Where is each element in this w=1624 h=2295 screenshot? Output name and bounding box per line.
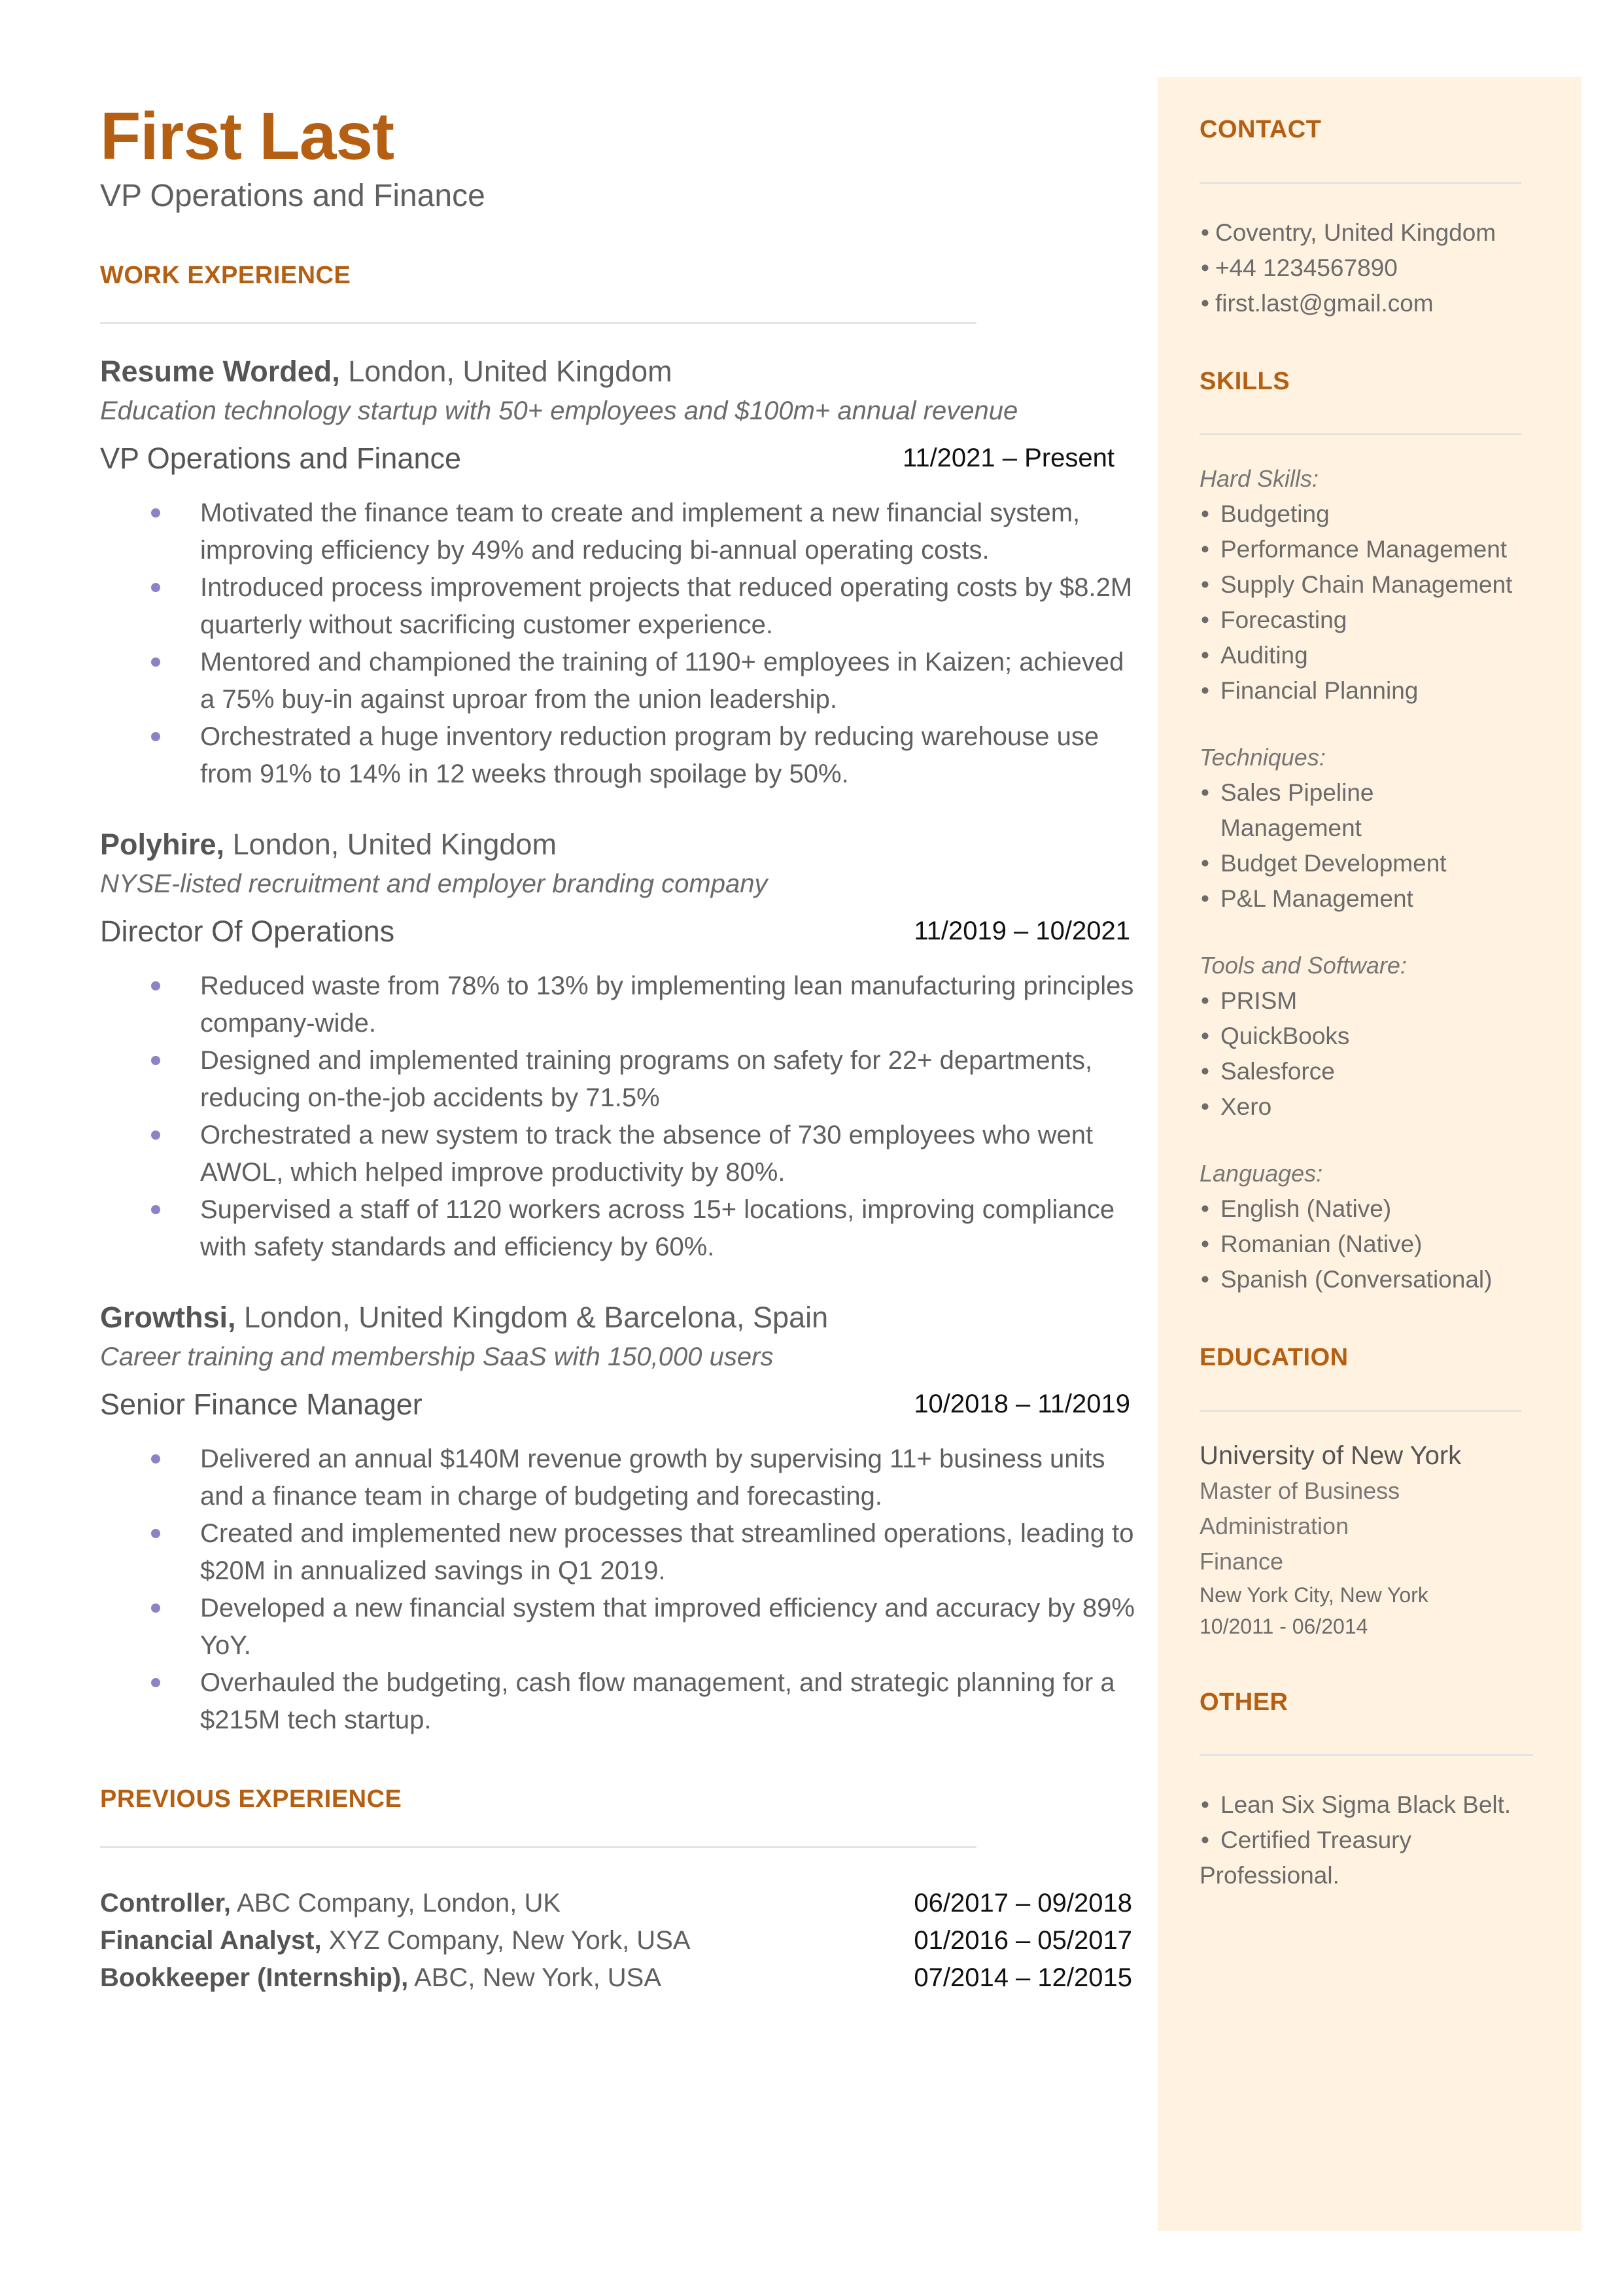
job-title: Senior Finance Manager [100, 1387, 423, 1421]
company-location: London, United Kingdom [339, 355, 672, 389]
job-bullets [100, 968, 1133, 1266]
section-divider [1200, 1410, 1521, 1412]
bullet-icon: • [1201, 254, 1209, 281]
bullet-dot-icon [151, 732, 160, 741]
bullet-dot-icon [151, 1205, 160, 1214]
skill-group-label: Languages: [1200, 1160, 1323, 1187]
skills-section [1200, 367, 1521, 1298]
bullet-icon: • [1201, 1058, 1209, 1085]
job-title: VP Operations and Finance [100, 441, 462, 475]
bullet-icon: • [1201, 289, 1209, 317]
job-dates: 11/2019 – 10/2021 [914, 916, 1130, 945]
previous-role-dates: 06/2017 – 09/2018 [914, 1889, 1132, 1918]
bullet-icon: • [1201, 571, 1209, 599]
previous-role-org: XYZ Company, New York, USA [321, 1926, 691, 1955]
company-location: London, United Kingdom [224, 828, 557, 862]
company-name: Resume Worded, [100, 355, 340, 389]
skill-group-label: Tools and Software: [1200, 952, 1407, 979]
education-dates: 10/2011 - 06/2014 [1200, 1614, 1368, 1638]
other-item-continuation: Professional. [1200, 1862, 1339, 1889]
bullet-icon: • [1201, 987, 1209, 1015]
main-column [100, 98, 1133, 1997]
job-bullet: Orchestrated a huge inventory reduction program by reducing warehouse use from 91% to 14% in 12 weeks through spoilage by 50%. [100, 718, 1135, 793]
company-line [100, 353, 1133, 391]
previous-experience-list [100, 1885, 1133, 1997]
section-divider [1200, 1754, 1533, 1756]
bullet-dot-icon [151, 1529, 160, 1538]
skill-item: • Romanian (Native) [1200, 1227, 1521, 1262]
job-bullet: Mentored and championed the training of 1190+ employees in Kaizen; achieved a 75% buy-in against uproar from the union leadership. [100, 644, 1135, 718]
company-description: NYSE-listed recruitment and employer branding company [100, 869, 768, 898]
job-dates: 10/2018 – 11/2019 [914, 1389, 1130, 1418]
job-title: Director Of Operations [100, 914, 395, 948]
bullet-dot-icon [151, 1603, 160, 1613]
job-bullet: Introduced process improvement projects that reduced operating costs by $8.2M quarterly without sacrificing customer experience. [100, 569, 1135, 644]
previous-experience-heading: PREVIOUS EXPERIENCE [100, 1785, 402, 1813]
bullet-icon: • [1201, 219, 1209, 246]
bullet-icon: • [1201, 536, 1209, 563]
skill-item: • Spanish (Conversational) [1200, 1262, 1521, 1297]
skills-heading: SKILLS [1200, 367, 1290, 395]
job-bullet: Created and implemented new processes that streamlined operations, leading to $20M in annualized savings in Q1 2019. [100, 1515, 1135, 1590]
company-line [100, 1299, 1133, 1337]
skill-list [1200, 497, 1521, 709]
bullet-icon: • [1201, 850, 1209, 877]
bullet-icon: • [1201, 500, 1209, 528]
bullet-dot-icon [151, 981, 160, 990]
bullet-dot-icon [151, 1678, 160, 1687]
bullet-dot-icon [151, 1056, 160, 1065]
previous-role-title: Bookkeeper (Internship), [100, 1963, 409, 1993]
bullet-dot-icon [151, 583, 160, 592]
previous-role-dates: 07/2014 – 12/2015 [914, 1963, 1132, 1993]
job-bullet: Overhauled the budgeting, cash flow management, and strategic planning for a $215M tech startup. [100, 1664, 1135, 1739]
contact-email: • first.last@gmail.com [1200, 286, 1521, 321]
company-name: Polyhire, [100, 828, 225, 862]
school-name: University of New York [1200, 1441, 1462, 1470]
degree-name-cont: Administration [1200, 1512, 1349, 1539]
previous-role-row [100, 1922, 1132, 1959]
company-description: Career training and membership SaaS with 150,000 users [100, 1342, 774, 1371]
candidate-name: First Last [100, 99, 394, 173]
bullet-icon: • [1201, 1827, 1209, 1854]
other-section [1200, 1688, 1521, 1894]
company-name: Growthsi, [100, 1301, 236, 1335]
skill-item: • English (Native) [1200, 1191, 1521, 1227]
bullet-icon: • [1201, 1093, 1209, 1121]
degree-field: Finance [1200, 1547, 1284, 1575]
other-item: • Lean Six Sigma Black Belt. [1200, 1787, 1521, 1823]
job-bullets [100, 495, 1133, 793]
contact-heading: CONTACT [1200, 116, 1322, 143]
company-line [100, 826, 1133, 864]
job-bullet: Delivered an annual $140M revenue growth by supervising 11+ business units and a finance team in charge of budgeting and forecasting. [100, 1441, 1135, 1515]
bullet-icon: • [1201, 1023, 1209, 1050]
job-bullet: Developed a new financial system that improved efficiency and accuracy by 89% YoY. [100, 1590, 1135, 1664]
skill-item: • Forecasting [1200, 603, 1521, 638]
skill-list [1200, 1191, 1521, 1297]
job-bullet: Supervised a staff of 1120 workers across 15+ locations, improving compliance with safety standards and efficiency by 60%. [100, 1191, 1135, 1266]
school-location: New York City, New York [1200, 1583, 1428, 1607]
candidate-role: VP Operations and Finance [100, 179, 485, 214]
job-entry [100, 353, 1133, 793]
previous-role-row [100, 1959, 1132, 1997]
education-heading: EDUCATION [1200, 1344, 1349, 1372]
job-bullets [100, 1441, 1133, 1739]
work-experience-heading: WORK EXPERIENCE [100, 261, 351, 289]
previous-role-title: Controller, [100, 1889, 232, 1918]
skill-item: • Budgeting [1200, 497, 1521, 532]
skill-item: • Financial Planning [1200, 673, 1521, 709]
bullet-icon: • [1201, 642, 1209, 669]
previous-role-org: ABC, New York, USA [408, 1963, 662, 1993]
skill-group-label: Techniques: [1200, 744, 1326, 771]
skill-item: • P&L Management [1200, 881, 1521, 917]
skill-list [1200, 983, 1521, 1125]
other-list [1200, 1787, 1521, 1893]
contact-location: • Coventry, United Kingdom [1200, 215, 1521, 251]
job-dates: 11/2021 – Present [903, 443, 1114, 472]
job-bullet: Motivated the finance team to create and implement a new financial system, improving efficiency by 49% and reducing bi-annual operating costs. [100, 495, 1135, 569]
bullet-dot-icon [151, 1130, 160, 1140]
bullet-icon: • [1201, 1791, 1209, 1819]
job-entry [100, 826, 1133, 1266]
previous-role-org: ABC Company, London, UK [231, 1889, 561, 1918]
bullet-icon: • [1201, 779, 1209, 807]
job-title-row [100, 1386, 1130, 1424]
contact-section [1200, 115, 1521, 321]
contact-list [1200, 215, 1521, 321]
job-bullet: Designed and implemented training programs on safety for 22+ departments, reducing on-the-job accidents by 71.5% [100, 1042, 1135, 1117]
bullet-icon: • [1201, 606, 1209, 634]
section-divider [1200, 182, 1521, 184]
skill-item: • Budget Development [1200, 846, 1521, 881]
contact-phone: • +44 1234567890 [1200, 251, 1521, 286]
bullet-icon: • [1201, 1231, 1209, 1258]
bullet-icon: • [1201, 677, 1209, 705]
skill-item: • Performance Management [1200, 532, 1521, 567]
skill-group-label: Hard Skills: [1200, 465, 1319, 493]
job-bullet: Orchestrated a new system to track the absence of 730 employees who went AWOL, which helped improve productivity by 80%. [100, 1117, 1135, 1191]
sidebar [1158, 77, 1581, 2231]
skill-item: • QuickBooks [1200, 1019, 1521, 1054]
bullet-dot-icon [151, 1454, 160, 1463]
skill-list [1200, 775, 1521, 917]
job-title-row [100, 913, 1130, 951]
skill-item: • Salesforce [1200, 1054, 1521, 1089]
skill-item: • Sales Pipeline Management [1200, 775, 1521, 846]
other-item: • Certified Treasury [1200, 1823, 1521, 1858]
bullet-dot-icon [151, 657, 160, 667]
previous-role-title: Financial Analyst, [100, 1926, 322, 1955]
bullet-dot-icon [151, 508, 160, 517]
skill-item: • Auditing [1200, 638, 1521, 673]
skill-item: • Xero [1200, 1089, 1521, 1125]
bullet-icon: • [1201, 1266, 1209, 1293]
job-entry [100, 1299, 1133, 1739]
bullet-icon: • [1201, 885, 1209, 913]
company-description: Education technology startup with 50+ employees and $100m+ annual revenue [100, 396, 1018, 425]
job-title-row [100, 440, 1130, 478]
section-divider [100, 322, 976, 324]
other-heading: OTHER [1200, 1688, 1288, 1716]
skill-item: • Supply Chain Management [1200, 567, 1521, 603]
skill-item: • PRISM [1200, 983, 1521, 1019]
education-section [1200, 1343, 1521, 1642]
job-bullet: Reduced waste from 78% to 13% by implementing lean manufacturing principles company-wide. [100, 968, 1135, 1042]
section-divider [100, 1846, 976, 1848]
degree-name: Master of Business [1200, 1477, 1400, 1504]
bullet-icon: • [1201, 1195, 1209, 1223]
previous-role-dates: 01/2016 – 05/2017 [914, 1926, 1132, 1955]
company-location: London, United Kingdom & Barcelona, Spain [235, 1301, 829, 1335]
section-divider [1200, 433, 1521, 435]
previous-role-row [100, 1885, 1132, 1922]
